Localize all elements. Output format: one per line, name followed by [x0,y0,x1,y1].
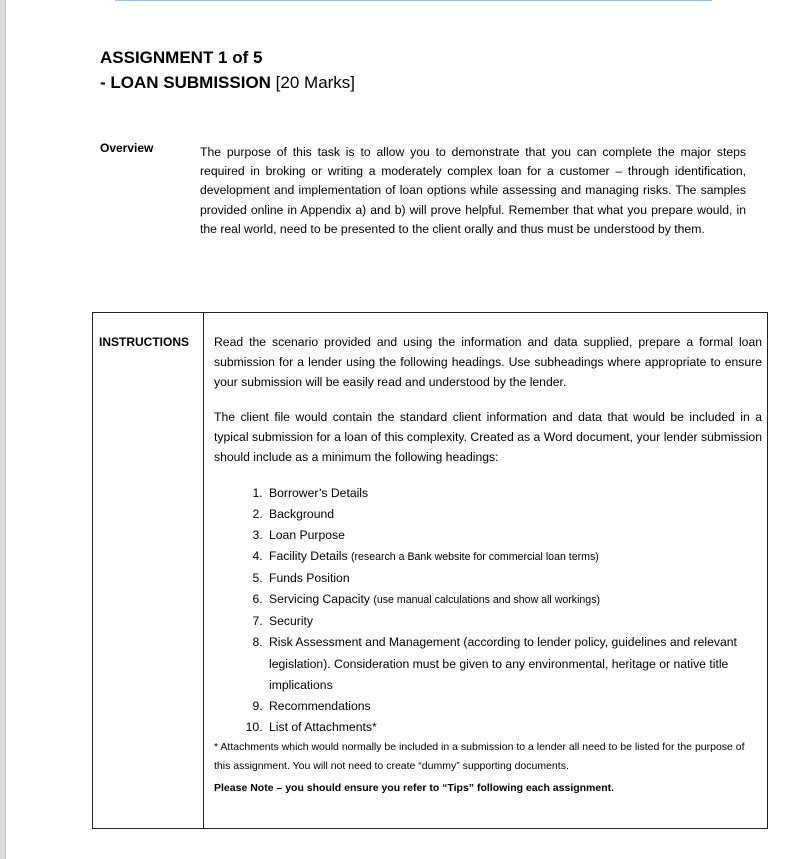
list-item-text: List of Attachments* [269,719,377,734]
instructions-paragraph-2: The client file would contain the standard client information and data that would be included in a typical submission for a loan of this complexity. Created as a Word document, your lender submission should include as a minimum the following headings: [214,410,762,464]
list-item [266,525,762,546]
subtitle-marks: [20 Marks] [270,73,356,92]
list-item [266,611,762,632]
subtitle-bold: - LOAN SUBMISSION [100,73,271,92]
list-item-text: Security [269,614,314,629]
headings-list [214,483,762,738]
overview-text: The purpose of this task is to allow you to demonstrate that you can complete the major steps required in broking or writing a moderately complex loan for a customer – through identification, development and implementation of loan options while assessing and managing risks. The samples provided online in Appendix a) and b) will prove helpful. Remember that what you prepare would, in the real world, need to be presented to the client orally and thus must be understood by them. [200,145,746,236]
tips-note: Please Note – you should ensure you refer to “Tips” following each assignment. [214,781,615,794]
list-item [266,696,762,717]
attachments-footnote: * Attachments which would normally be included in a submission to a lender all need to be listed for the purpose of this assignment. You will not need to create “dummy” supporting documents. [214,740,745,772]
assignment-subtitle [100,73,355,93]
list-item-note: (use manual calculations and show all workings) [373,594,601,607]
list-item [266,483,762,504]
list-item [266,504,762,525]
page-edge [0,0,6,859]
list-item-text: Funds Position [269,571,350,586]
assignment-title: ASSIGNMENT 1 of 5 [100,48,263,67]
list-item-text: Facility Details [269,549,351,564]
list-item [266,546,762,568]
instructions-paragraph-1: Read the scenario provided and using the information and data supplied, prepare a formal loan submission for a lender using the following headings. Use subheadings where appropriate to ensure your submission will be easily read and understood by the lender. [214,335,762,389]
overview-label: Overview [100,141,154,155]
list-item-text: Risk Assessment and Management (according to lender policy, guidelines and relevant legislation). Consideration must be given to any environmental, heritage or native title implications [269,635,737,692]
list-item-note: (research a Bank website for commercial loan terms) [350,551,599,564]
instructions-label: INSTRUCTIONS [99,335,189,349]
list-item [266,717,762,738]
list-item-text: Background [269,506,335,521]
list-item [266,589,762,611]
list-item [266,568,762,589]
instructions-table [92,312,768,829]
list-item [266,632,762,695]
header-rule [115,0,712,1]
list-item-text: Borrower’s Details [269,485,369,500]
instructions-cell [214,333,762,796]
table-divider [203,313,204,828]
list-item-text: Recommendations [269,698,371,713]
list-item-text: Servicing Capacity [269,592,374,607]
list-item-text: Loan Purpose [269,527,345,542]
